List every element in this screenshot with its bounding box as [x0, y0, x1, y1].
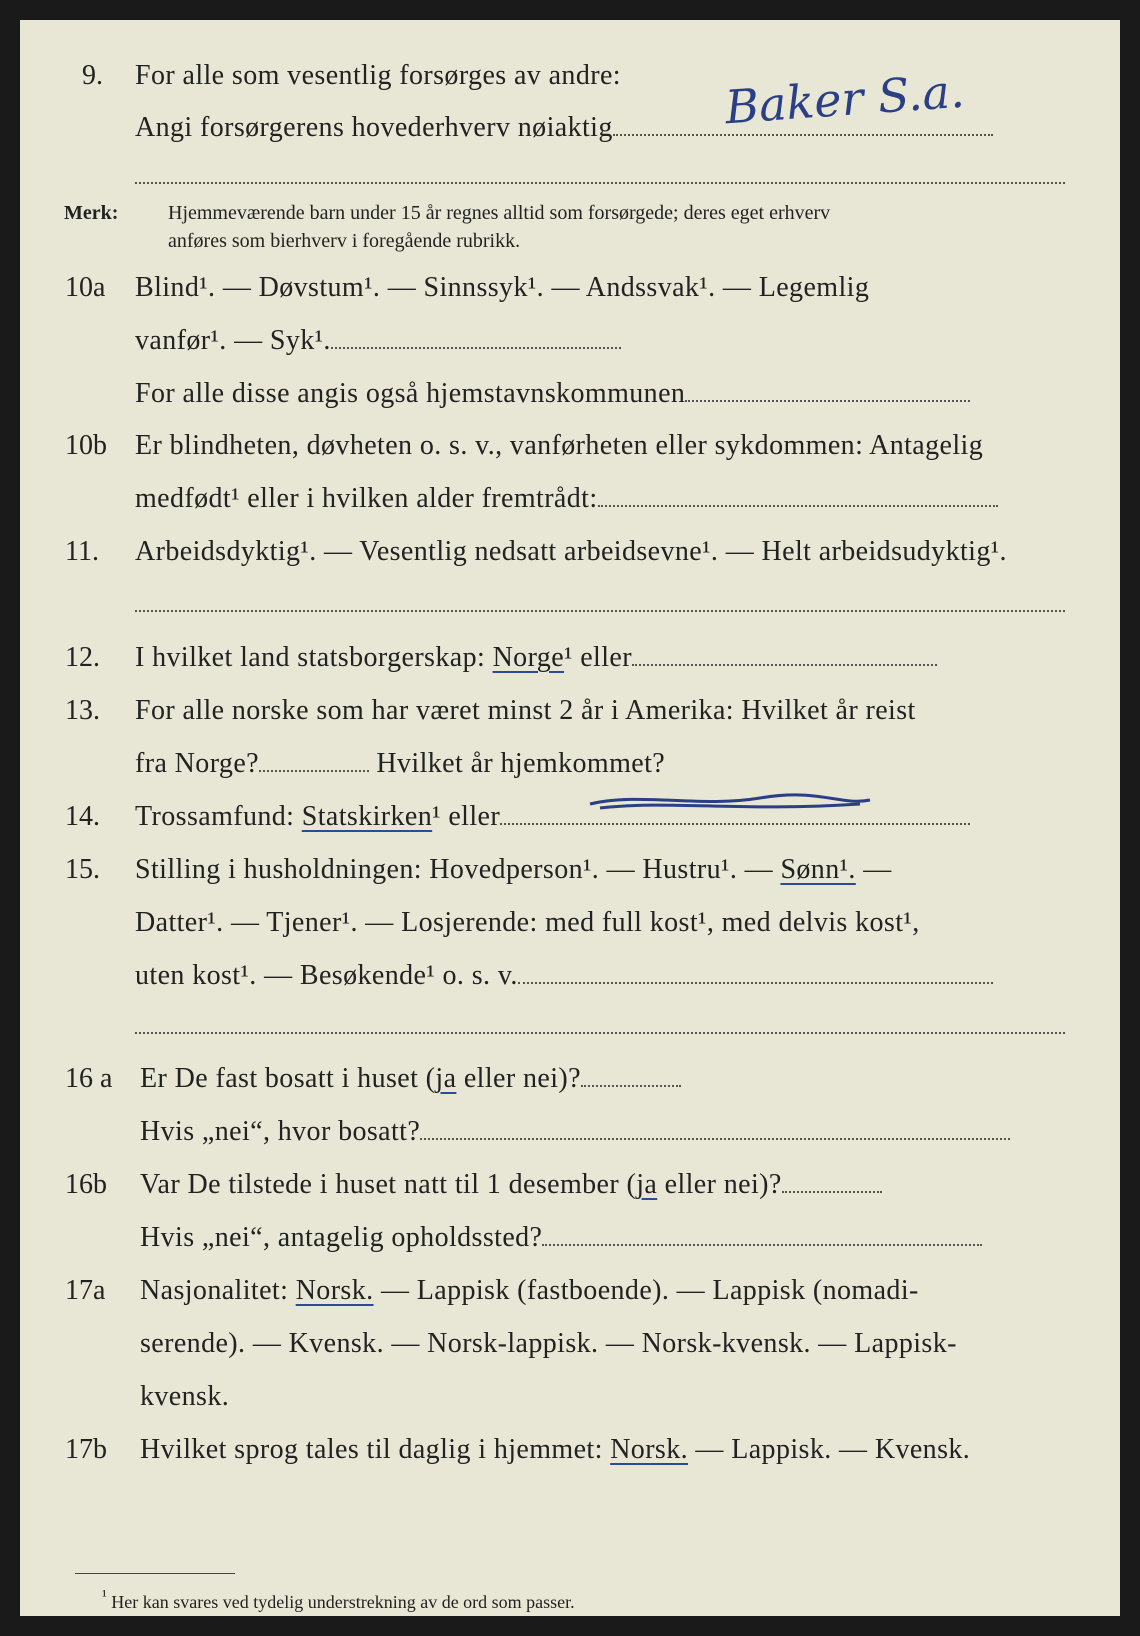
question-9-handwritten-answer: Baker S.a.	[723, 63, 967, 135]
question-10b-line2	[135, 485, 998, 513]
question-9-number: 9.	[82, 60, 103, 91]
question-10a-hometown-label: For alle disse angis også hjemstavnskommunen	[135, 378, 686, 409]
question-10a-line1: Blind¹. — Døvstum¹. — Sinnssyk¹. — Andssvak¹. — Legemlig	[135, 272, 870, 303]
note-line2: anføres som bierhverv i foregående rubrikk.	[168, 230, 521, 252]
answer-line	[135, 182, 1065, 184]
question-12-suffix: ¹ eller	[564, 642, 632, 673]
question-10a-number: 10a	[65, 272, 106, 303]
question-17a-line3: kvensk.	[140, 1381, 230, 1412]
question-14-selected-answer: Statskirken	[301, 801, 433, 832]
census-form-page	[20, 20, 1120, 1616]
question-17a-line1	[140, 1277, 919, 1305]
question-11-number: 11.	[65, 536, 99, 567]
question-14-suffix: ¹ eller	[432, 801, 501, 832]
question-10b-line1: Er blindheten, døvheten o. s. v., vanførheten eller sykdommen: Antagelig	[135, 430, 984, 461]
note-line1: Hjemmeværende barn under 15 år regnes alltid som forsørgede; deres eget erhverv	[168, 202, 831, 224]
question-9-label: Angi forsørgerens hovederhverv nøiaktig	[135, 112, 613, 143]
question-16b-followup-label: Hvis „nei“, antagelig opholdssted?	[140, 1222, 543, 1253]
footnote	[102, 1588, 575, 1613]
footnote-text: Her kan svares ved tydelig understrekning av de ord som passer.	[111, 1592, 575, 1612]
question-16a-label: Er De fast bosatt i huset (	[140, 1063, 436, 1094]
question-15-dash: —	[855, 854, 892, 885]
question-12-selected-answer: Norge	[492, 642, 565, 673]
question-14-number: 14.	[65, 801, 100, 832]
question-16b-line2	[140, 1224, 982, 1252]
footnote-mark: ¹	[102, 1588, 107, 1605]
question-16b-number: 16b	[65, 1169, 107, 1200]
question-17b-selected-answer: Norsk.	[610, 1434, 689, 1465]
question-14-label: Trossamfund:	[135, 801, 295, 832]
question-17a-options: — Lappisk (fastboende). — Lappisk (nomadi-	[380, 1275, 919, 1306]
answer-line	[135, 610, 1065, 612]
question-17b-line1	[140, 1436, 970, 1464]
question-16a-line1	[140, 1065, 681, 1093]
question-10a-label: vanfør¹. — Syk¹.	[135, 325, 331, 356]
question-10b-number: 10b	[65, 430, 107, 461]
question-15-line2: Datter¹. — Tjener¹. — Losjerende: med full kost¹, med delvis kost¹,	[135, 907, 920, 938]
question-10a-line3	[135, 380, 970, 408]
question-17b-options: — Lappisk. — Kvensk.	[688, 1434, 971, 1465]
note-label: Merk:	[64, 202, 119, 224]
question-17a-line2: serende). — Kvensk. — Norsk-lappisk. — Norsk-kvensk. — Lappisk-	[140, 1328, 957, 1359]
question-15-line3-text: uten kost¹. — Besøkende¹ o. s. v.	[135, 960, 518, 991]
question-12-label: I hvilket land statsborgerskap:	[135, 642, 486, 673]
question-16b-line1	[140, 1171, 882, 1199]
question-17a-number: 17a	[65, 1275, 106, 1306]
question-13-return-label: Hvilket år hjemkommet?	[376, 748, 666, 779]
question-12-line1	[135, 644, 937, 672]
struck-out-handwriting	[580, 786, 880, 816]
question-16a-followup-label: Hvis „nei“, hvor bosatt?	[140, 1116, 421, 1147]
question-15-line1	[135, 856, 892, 884]
question-16b-label: Var De tilstede i huset natt til 1 desember (	[140, 1169, 637, 1200]
footnote-rule	[75, 1573, 235, 1574]
question-12-number: 12.	[65, 642, 100, 673]
question-15-line3	[135, 962, 993, 990]
answer-line	[135, 1032, 1065, 1034]
question-17a-selected-answer: Norsk.	[295, 1275, 374, 1306]
question-17b-label: Hvilket sprog tales til daglig i hjemmet:	[140, 1434, 603, 1465]
question-16a-selected-answer: ja	[435, 1063, 457, 1094]
question-15-selected-answer: Sønn¹.	[780, 854, 856, 885]
question-10a-line2	[135, 327, 621, 355]
question-16a-line2	[140, 1118, 1010, 1146]
question-9-line1: For alle som vesentlig forsørges av andre:	[135, 60, 621, 91]
question-15-number: 15.	[65, 854, 100, 885]
question-13-number: 13.	[65, 695, 100, 726]
question-16a-label-end: eller nei)?	[456, 1063, 581, 1094]
question-16a-number: 16 a	[65, 1063, 113, 1094]
question-17b-number: 17b	[65, 1434, 107, 1465]
question-11-line1: Arbeidsdyktig¹. — Vesentlig nedsatt arbeidsevne¹. — Helt arbeidsudyktig¹.	[135, 536, 1007, 567]
question-16b-selected-answer: ja	[636, 1169, 658, 1200]
question-13-line2	[135, 750, 665, 778]
question-16b-label-end: eller nei)?	[657, 1169, 782, 1200]
question-17a-label: Nasjonalitet:	[140, 1275, 289, 1306]
question-13-departure-label: fra Norge?	[135, 748, 259, 779]
question-15-label: Stilling i husholdningen: Hovedperson¹. — Hustru¹. —	[135, 854, 774, 885]
question-13-line1: For alle norske som har været minst 2 år i Amerika: Hvilket år reist	[135, 695, 916, 726]
question-10b-label: medfødt¹ eller i hvilken alder fremtrådt:	[135, 483, 598, 514]
